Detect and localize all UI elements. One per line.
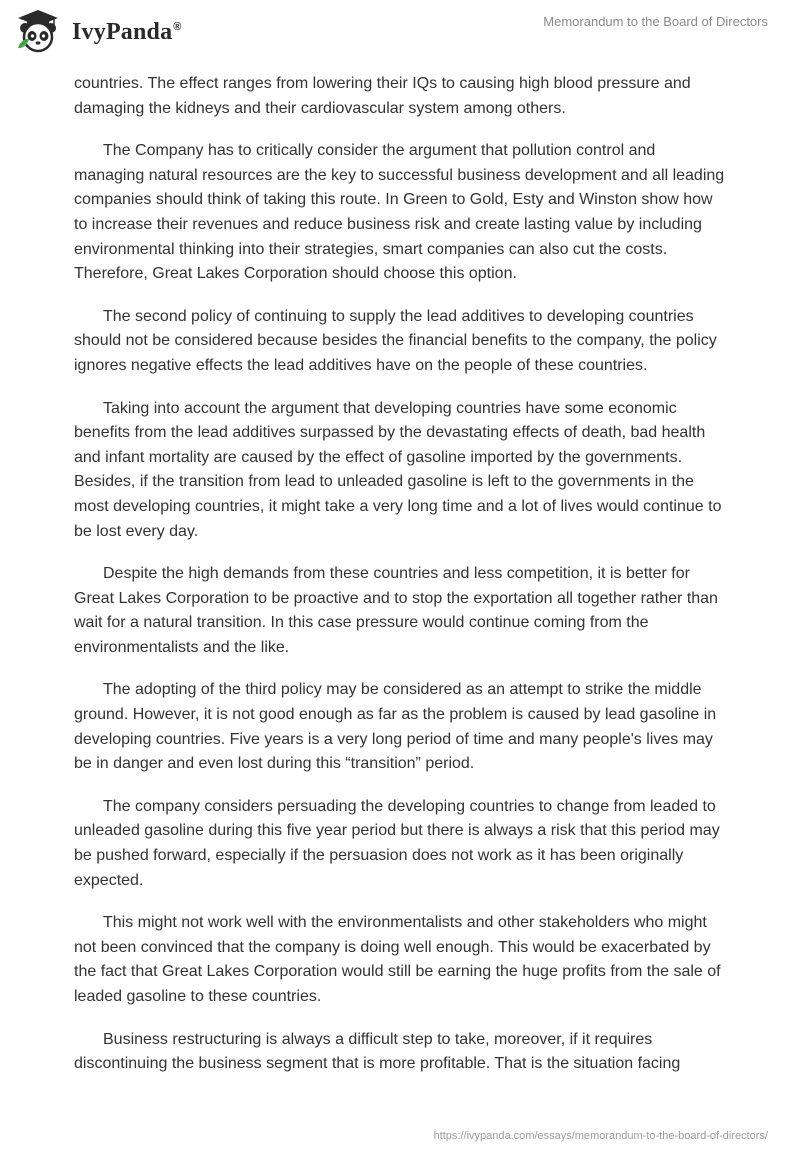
panda-graduation-cap-icon — [14, 8, 62, 54]
brand-name: IvyPanda® — [72, 18, 182, 45]
essay-body — [74, 72, 726, 1095]
source-url[interactable]: https://ivypanda.com/essays/memorandum-to-the-board-of-directors/ — [433, 1130, 768, 1142]
document-title: Memorandum to the Board of Directors — [543, 14, 768, 29]
paragraph: countries. The effect ranges from lowering their IQs to causing high blood pressure and damaging the kidneys and their cardiovascular system among others. — [74, 75, 691, 117]
paragraph: This might not work well with the environmentalists and other stakeholders who might not been convinced that the company is doing well enough. This would be exacerbated by the fact that Great Lakes Corporation would still be earning the huge profits from the sale of leaded gasoline to these countries. — [74, 914, 721, 1005]
paragraph: The company considers persuading the developing countries to change from leaded to unleaded gasoline during this five year period but there is always a risk that this period may be pushed forward, especially if the persuasion does not work as it has been originally expected. — [74, 797, 720, 889]
paragraph: The adopting of the third policy may be considered as an attempt to strike the middle ground. However, it is not good enough as far as the problem is caused by lead gasoline in developing countries. Five years is a very long period of time and many people's lives may be in danger and even lost during this “transition” period. — [74, 681, 717, 773]
paragraph: Despite the high demands from these countries and less competition, it is better for Great Lakes Corporation to be proactive and to stop the exportation all together rather than wait for a natural transition. In this case pressure would continue coming from the environmentalists and the like. — [74, 565, 718, 656]
paragraph: Taking into account the argument that developing countries have some economic benefits from the lead additives surpassed by the devastating effects of death, bad health and infant mortality are caused by the effect of gasoline imported by the governments. Besides, if the transition from lead to unleaded gasoline is left to the governments in the most developing countries, it might take a very long time and a lot of lives would continue to be lost every day. — [74, 399, 722, 540]
page-header — [0, 0, 800, 62]
ivypanda-logo[interactable] — [14, 8, 182, 54]
registered-mark: ® — [173, 20, 182, 33]
paragraph: The Company has to critically consider the argument that pollution control and managing natural resources are the key to successful business development and all leading companies should think of taking this route. In Green to Gold, Esty and Winston show how to increase their revenues and reduce business risk and create lasting value by including environmental thinking into their strategies, smart companies can also cut the costs. Therefore, Great Lakes Corporation should choose this option. — [74, 142, 725, 283]
paragraph: Business restructuring is always a difficult step to take, moreover, if it requires discontinuing the business segment that is more profitable. That is the situation facing — [74, 1030, 681, 1073]
paragraph: The second policy of continuing to supply the lead additives to developing countries should not be considered because besides the financial benefits to the company, the policy ignores negative effects the lead additives have on the people of these countries. — [74, 307, 717, 374]
